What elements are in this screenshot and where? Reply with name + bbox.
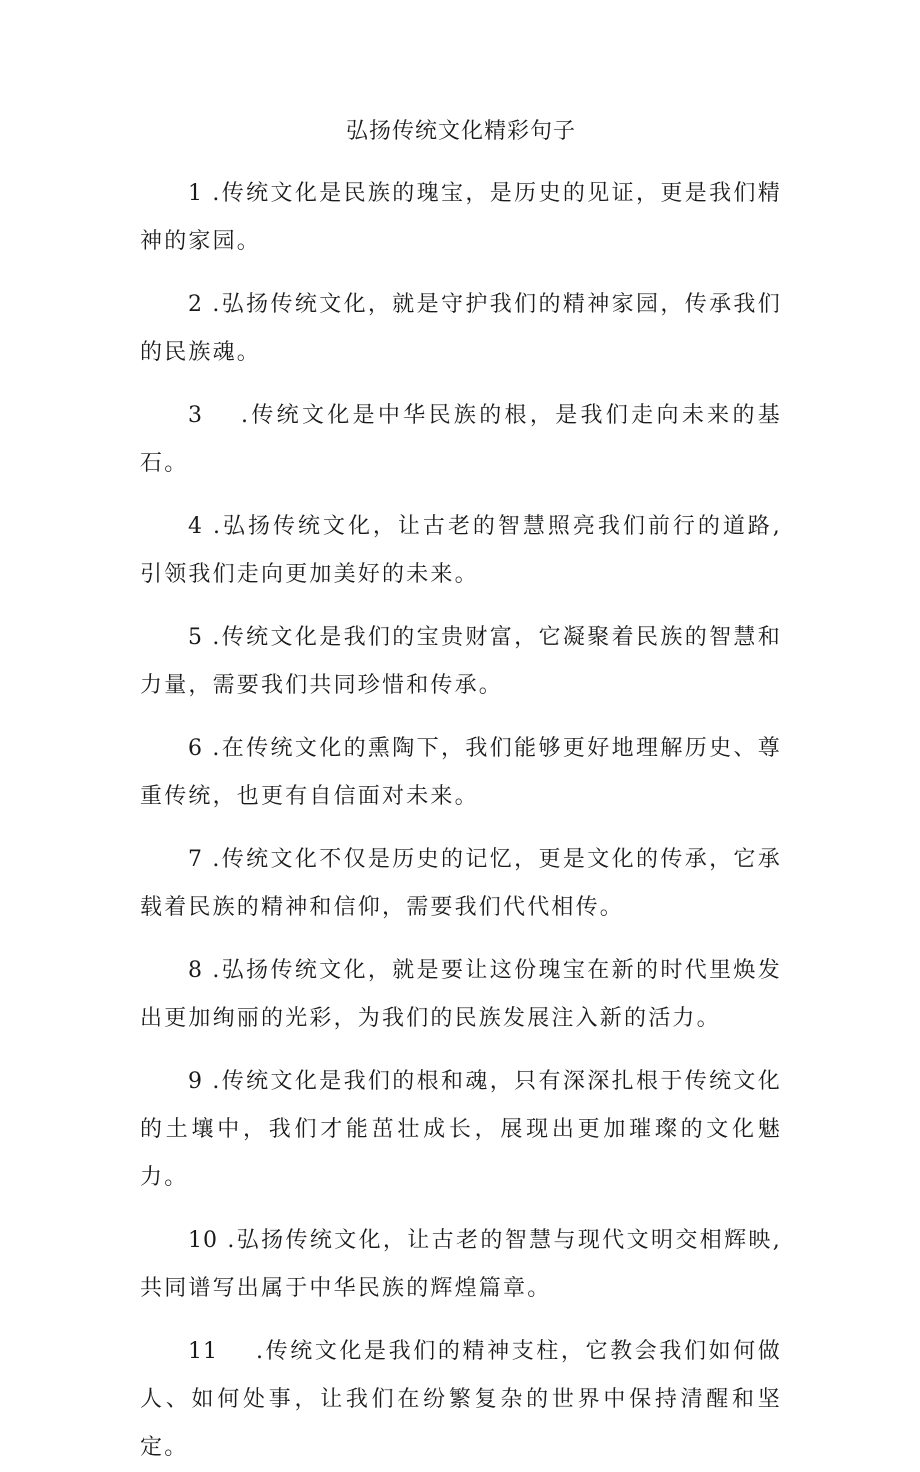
sentence-item <box>140 614 782 710</box>
sentence-number: 11 <box>188 1339 218 1364</box>
sentence-number: 1 <box>188 181 203 206</box>
sentence-text: .传统文化是我们的精神支柱，它教会我们如何做人、如何处事，让我们在纷繁复杂的世界中保持清醒和坚定。 <box>140 1339 782 1460</box>
sentence-text: .传统文化是中华民族的根，是我们走向未来的基石。 <box>140 403 782 476</box>
sentence-item <box>140 503 782 599</box>
sentence-number: 10 <box>188 1228 218 1253</box>
sentence-item <box>140 170 782 266</box>
sentence-item <box>140 392 782 488</box>
sentence-text: .传统文化是我们的宝贵财富，它凝聚着民族的智慧和力量，需要我们共同珍惜和传承。 <box>140 625 783 698</box>
sentence-number: 5 <box>188 625 203 650</box>
document-title: 弘扬传统文化精彩句子 <box>345 119 576 144</box>
sentence-number: 7 <box>188 847 203 872</box>
sentence-number: 9 <box>188 1069 203 1094</box>
sentence-item <box>140 1217 782 1313</box>
sentence-number: 8 <box>188 958 203 983</box>
sentence-item <box>140 1058 782 1202</box>
number-spacer <box>203 181 212 206</box>
sentence-text: .弘扬传统文化，让古老的智慧与现代文明交相辉映,共同谱写出属于中华民族的辉煌篇章。 <box>140 1228 782 1301</box>
number-spacer <box>203 625 212 650</box>
number-spacer <box>203 292 212 317</box>
number-spacer <box>203 514 213 539</box>
sentence-text: .在传统文化的熏陶下，我们能够更好地理解历史、尊重传统，也更有自信面对未来。 <box>140 736 783 809</box>
sentence-item <box>140 1328 782 1472</box>
sentence-text: .传统文化是我们的根和魂，只有深深扎根于传统文化的土壤中，我们才能茁壮成长，展现出更加璀璨的文化魅力。 <box>140 1069 783 1190</box>
sentence-number: 2 <box>188 292 203 317</box>
sentence-text: .传统文化不仅是历史的记忆，更是文化的传承，它承载着民族的精神和信仰，需要我们代代相传。 <box>140 847 783 920</box>
sentence-number: 3 <box>188 403 203 428</box>
sentence-item <box>140 725 782 821</box>
sentence-text: .传统文化是民族的瑰宝，是历史的见证，更是我们精神的家园。 <box>140 181 783 254</box>
sentence-number: 6 <box>188 736 203 761</box>
number-spacer <box>203 736 212 761</box>
number-spacer <box>203 1069 212 1094</box>
number-spacer <box>218 1228 227 1253</box>
number-spacer <box>203 958 212 983</box>
sentence-text: .弘扬传统文化，就是要让这份瑰宝在新的时代里焕发出更加绚丽的光彩，为我们的民族发展注入新的活力。 <box>140 958 783 1031</box>
sentence-number: 4 <box>188 514 203 539</box>
sentence-text: .弘扬传统文化，就是守护我们的精神家园，传承我们的民族魂。 <box>140 292 783 365</box>
sentence-item <box>140 836 782 932</box>
sentence-item <box>140 281 782 377</box>
sentence-list <box>140 170 782 1472</box>
sentence-item <box>140 947 782 1043</box>
sentence-text: .弘扬传统文化，让古老的智慧照亮我们前行的道路,引领我们走向更加美好的未来。 <box>140 514 782 587</box>
number-spacer <box>203 847 212 872</box>
